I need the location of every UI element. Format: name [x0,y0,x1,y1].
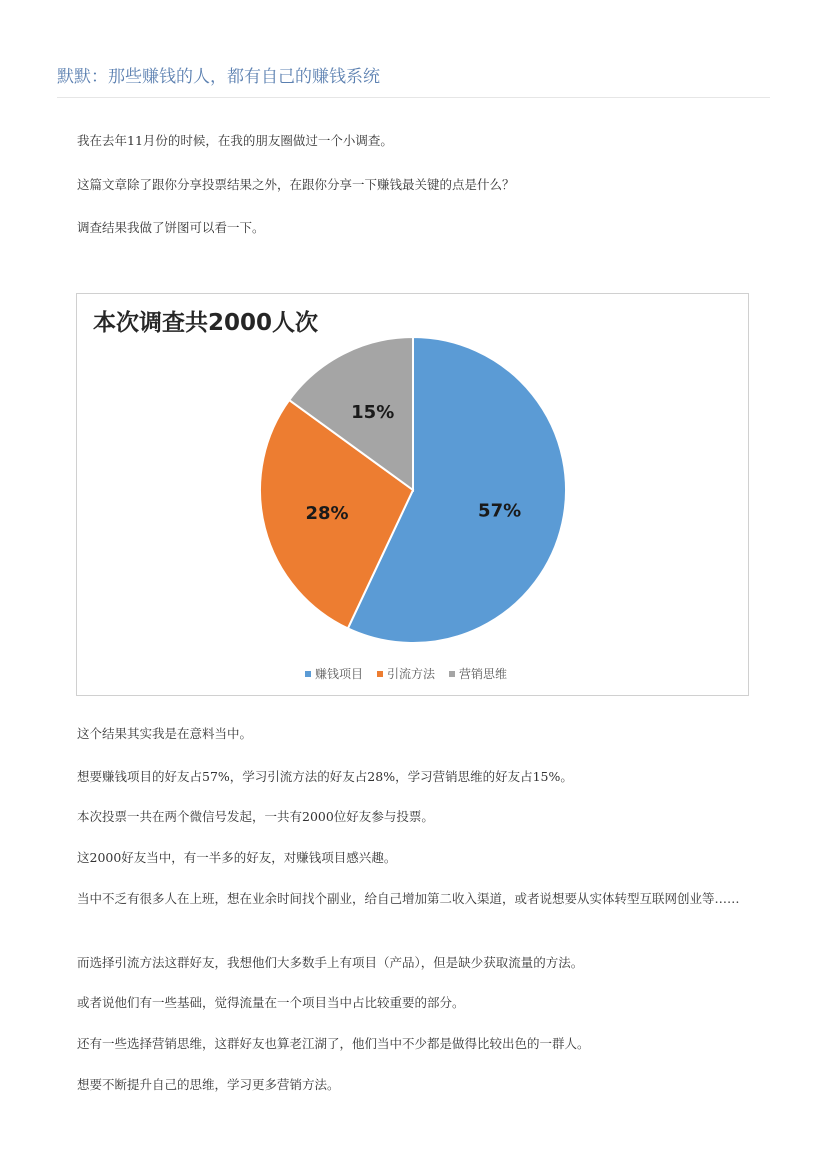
body-paragraph-8: 还有一些选择营销思维，这群好友也算老江湖了，他们当中不少都是做得比较出色的一群人。 [77,1036,590,1051]
legend-label-1: 赚钱项目 [315,667,364,681]
legend-swatch-3 [449,671,455,677]
body-paragraph-6: 而选择引流方法这群好友，我想他们大多数手上有项目（产品），但是缺少获取流量的方法。 [77,955,584,970]
legend-swatch-1 [305,671,311,677]
pie-slice-label-1: 57% [478,500,522,522]
legend-swatch-2 [377,671,383,677]
body-paragraph-4: 这2000好友当中，有一半多的好友，对赚钱项目感兴趣。 [77,850,397,865]
body-paragraph-5: 当中不乏有很多人在上班，想在业余时间找个副业，给自己增加第二收入渠道，或者说想要从实体转型互联网创业等…… [77,891,740,906]
legend-label-2: 引流方法 [387,667,436,681]
body-paragraph-9: 想要不断提升自己的思维，学习更多营销方法。 [77,1077,340,1092]
title-divider [57,97,770,98]
body-paragraph-1: 这个结果其实我是在意料当中。 [77,726,253,741]
intro-paragraph-1: 我在去年11月份的时候，在我的朋友圈做过一个小调查。 [77,133,393,148]
pie-chart [76,293,749,696]
body-paragraph-3: 本次投票一共在两个微信号发起，一共有2000位好友参与投票。 [77,809,434,824]
intro-paragraph-3: 调查结果我做了饼图可以看一下。 [77,220,265,235]
pie-slice-label-2: 28% [305,503,349,525]
pie-chart-canvas [77,294,748,695]
chart-title: 本次调查共2000人次 [93,310,319,336]
pie-slice-label-3: 15% [351,401,395,423]
intro-paragraph-2: 这篇文章除了跟你分享投票结果之外，在跟你分享一下赚钱最关键的点是什么？ [77,177,515,192]
article-title: 默默：那些赚钱的人，都有自己的赚钱系统 [57,67,380,87]
legend-label-3: 营销思维 [459,667,508,681]
body-paragraph-2: 想要赚钱项目的好友占57%，学习引流方法的好友占28%，学习营销思维的好友占15%。 [77,769,573,784]
body-paragraph-7: 或者说他们有一些基础，觉得流量在一个项目当中占比较重要的部分。 [77,995,465,1010]
